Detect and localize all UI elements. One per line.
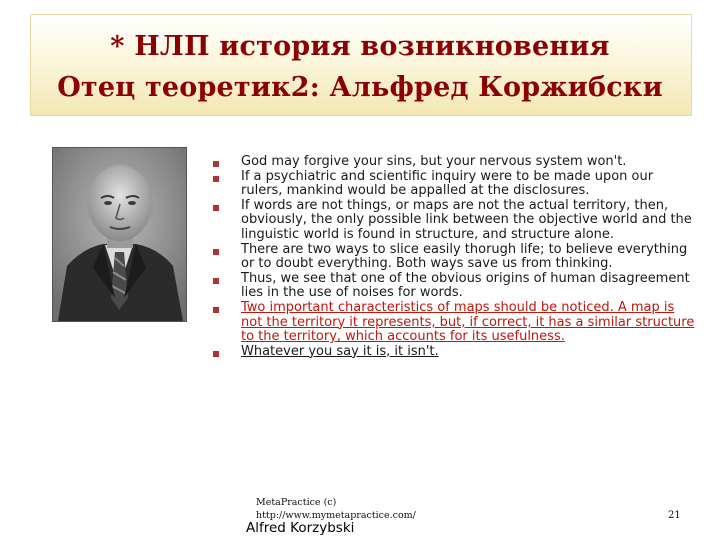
quote-item (228, 243, 698, 272)
quote-text: Thus, we see that one of the obvious origins of human disagreement lies in the use of noises for words. (241, 270, 690, 301)
quote-text: Whatever you say it is, it isn't. (241, 343, 439, 359)
slide-subtitle: Отец теоретик2: Альфред Коржибски (57, 72, 663, 103)
quote-text: God may forgive your sins, but your nervous system won't. (241, 154, 627, 169)
quote-item (228, 155, 698, 170)
quote-text: There are two ways to slice easily thorugh life; to believe everything or to doubt everything. Both ways save us from thinking. (241, 241, 688, 272)
slide-title: * НЛП история возникновения (110, 31, 610, 62)
bullet-square-icon (213, 278, 219, 284)
footer-copyright: MetaPractice (c) (256, 497, 337, 508)
bullet-square-icon (213, 351, 219, 357)
quote-item (228, 345, 698, 360)
quote-item (228, 170, 698, 199)
footer-source (256, 496, 416, 522)
portrait-photo (52, 147, 187, 322)
quote-item (228, 272, 698, 301)
quote-text: Two important characteristics of maps should be noticed. A map is not the territory it represents, but, if correct, it has a similar structure to the territory, which accounts for its usefulness. (241, 299, 695, 345)
bullet-square-icon (213, 161, 219, 167)
bullet-square-icon (213, 205, 219, 211)
bullet-square-icon (213, 307, 219, 313)
portrait-caption: Alfred Korzybski (246, 520, 355, 536)
bullet-square-icon (213, 249, 219, 255)
quote-list (228, 155, 698, 359)
quote-text: If a psychiatric and scientific inquiry were to be made upon our rulers, mankind would be appalled at the disclosures. (241, 168, 654, 199)
quote-item (228, 199, 698, 243)
bullet-square-icon (213, 176, 219, 182)
quote-item-highlighted (228, 301, 698, 345)
footer-url: http://www.mymetapractice.com/ (256, 510, 416, 521)
quote-text: If words are not things, or maps are not the actual territory, then, obviously, the only possible link between the objective world and the linguistic world is found in structure, and structure alone. (241, 197, 692, 242)
page-number: 21 (668, 510, 681, 521)
